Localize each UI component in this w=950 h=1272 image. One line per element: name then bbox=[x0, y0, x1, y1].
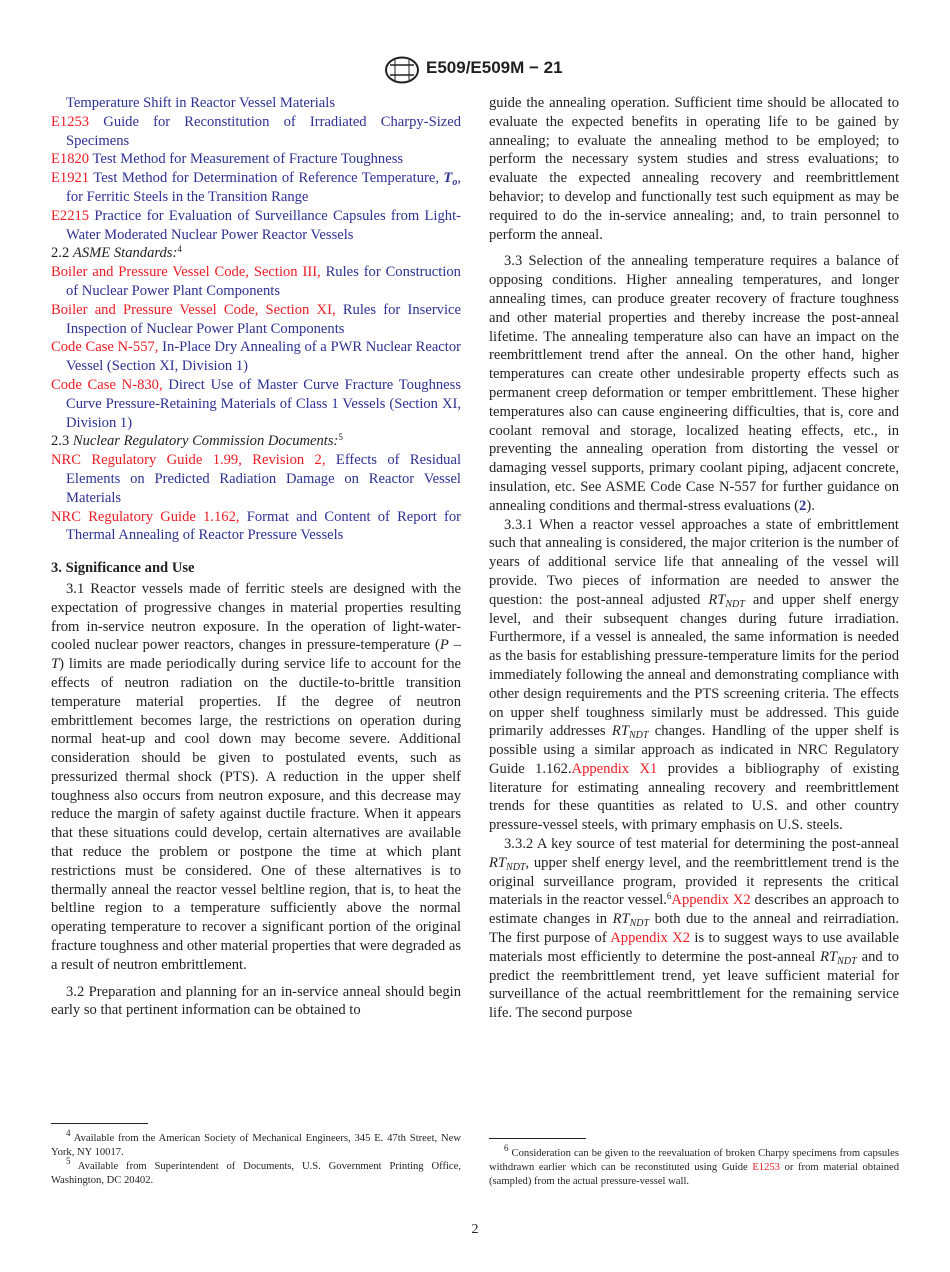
ref-nrc-rg-1-162 bbox=[51, 508, 461, 546]
footnote-divider bbox=[51, 1123, 148, 1124]
ref-title[interactable]: Test Method for Measurement of Fracture Toughness bbox=[92, 151, 404, 168]
appendix-x2-link[interactable]: Appendix X2 bbox=[610, 930, 691, 947]
ref-link-2[interactable]: 2 bbox=[799, 497, 807, 514]
ref-title[interactable]: Effects of Residual Elements on Predicted Radiation Damage on Reactor Vessel Materials bbox=[66, 452, 461, 506]
ref-code[interactable]: Boiler and Pressure Vessel Code, Section XI, bbox=[51, 301, 336, 318]
footnote-divider bbox=[489, 1138, 586, 1139]
ref-e1253-link[interactable]: E1253 bbox=[752, 1162, 780, 1173]
ref-code[interactable]: E1921 bbox=[51, 170, 90, 187]
left-footnotes bbox=[51, 1128, 461, 1188]
paragraph-3-3: 3.3 Selection of the annealing temperature requires a balance of opposing conditions. Higher annealing temperatures, and longer annealing times, can produce greater recovery of fracture toughness and other material properties and thereby increase the post-anneal lifetime. The annealing temperature also can have an impact on the reembrittlement trend after the anneal. On the other hand, higher temperatures can create other undesirable property effects such as permanent creep deformation or temper embrittlement. These higher temperatures also can cause engineering difficulties, that is, core and coolant removal and storage, localized heating effects, etc., in preventing the annealing operation from distorting the vessel or damaging vessel supports, primary coolant piping, adjacent concrete, insulation, etc. See ASME Code Case N-557 for further guidance on annealing conditions and thermal-stress evaluations (2). bbox=[489, 253, 899, 514]
paragraph-3-2-continued: guide the annealing operation. Sufficient time should be allocated to evaluate the expected benefits in operating life to be gained by annealing; to evaluate the annealing method to be employed; to perform the necessary system studies and stress evaluations; to evaluate the expected annealing recovery and reembrittlement behavior; to develop and functionally test such equipment as may be required to do the in-service annealing; and, to train personnel to perform the anneal. bbox=[489, 95, 899, 243]
ref-code[interactable]: E1253 bbox=[51, 113, 90, 130]
footnote-5: $^5$ Available from Superintendent of Documents, U.S. Government Printing Office, Washington, DC 20402. bbox=[51, 1156, 461, 1186]
ref-e2215 bbox=[51, 207, 461, 245]
section-3-heading: 3. Significance and Use bbox=[51, 560, 195, 577]
footnote-4: $^4$ Available from the American Society of Mechanical Engineers, 345 E. 47th Street, New York, NY 10017. bbox=[51, 1128, 461, 1158]
ref-code[interactable]: NRC Regulatory Guide 1.99, Revision 2, bbox=[51, 452, 326, 469]
nrc-documents-heading: 2.3 Nuclear Regulatory Commission Documents:$^5$ bbox=[51, 432, 343, 450]
ref-title[interactable]: Rules for Construction of Nuclear Power Plant Components bbox=[66, 264, 461, 299]
ref-e1921 bbox=[51, 169, 461, 207]
ref-code-case-n830 bbox=[51, 376, 461, 432]
ref-code[interactable]: Code Case N-830, bbox=[51, 376, 163, 393]
ref-code[interactable]: Code Case N-557, bbox=[51, 339, 159, 356]
ref-nrc-rg-1-99 bbox=[51, 451, 461, 507]
ref-title[interactable]: Direct Use of Master Curve Fracture Toughness Curve Pressure-Retaining Materials of Class 1 Vessels (Section XI, Division 1) bbox=[66, 376, 461, 431]
ref-e1820 bbox=[51, 150, 461, 169]
paragraph-3-1: 3.1 Reactor vessels made of ferritic steels are designed with the expectation of progressive changes in material properties resulting from in-service neutron exposure. In the operation of light-water-cooled nuclear power reactors, changes in pressure-temperature (P – T) limits are made periodically during service life to account for the effects of neutron radiation on the ductile-to-brittle transition temperature material properties. If the degree of neutron embrittlement becomes large, the restrictions on operation during normal heat-up and cool down may become severe. Additional consideration should be given to postulated events, such as pressurized thermal shock (PTS). A reduction in the upper shelf toughness also occurs from neutron exposure, and this decrease may reduce the margin of safety against ductile fracture. When it appears that these situations could develop, certain alternatives are available that reduce the problem or postpone the time at which plant restrictions must be considered. One of these alternatives is to thermally anneal the reactor vessel beltline region, that is, to heat the beltline region to a temperature sufficiently above the normal operating temperature to recover a significant portion of the original fracture toughness and other material properties that were degraded as a result of neutron embrittlement. bbox=[51, 580, 461, 973]
ref-code-case-n557 bbox=[51, 338, 461, 376]
ref-asme-section-iii bbox=[51, 263, 461, 301]
ref-code[interactable]: Boiler and Pressure Vessel Code, Section III, bbox=[51, 264, 321, 281]
appendix-x1-link[interactable]: Appendix X1 bbox=[571, 760, 658, 777]
ref-e1253 bbox=[51, 113, 461, 151]
paragraph-3-2: 3.2 Preparation and planning for an in-service anneal should begin early so that pertinent information can be obtained to bbox=[51, 983, 461, 1019]
page-number: 2 bbox=[471, 1222, 479, 1237]
document-designation: E509/E509M − 21 bbox=[426, 58, 563, 77]
left-column bbox=[51, 94, 461, 1020]
appendix-x2-link[interactable]: Appendix X2 bbox=[671, 892, 751, 909]
ref-code[interactable]: E2215 bbox=[51, 207, 90, 224]
ref-title[interactable]: Test Method for Determination of Reference Temperature, $T_o$, for Ferritic Steels in the Transition Range bbox=[66, 170, 461, 205]
ref-asme-section-xi bbox=[51, 301, 461, 339]
ref-e1253-continued[interactable]: Temperature Shift in Reactor Vessel Materials bbox=[66, 95, 336, 111]
ref-title[interactable]: Format and Content of Report for Thermal Annealing of Reactor Pressure Vessels bbox=[66, 508, 461, 544]
asme-standards-heading: 2.2 ASME Standards:$^4$ bbox=[51, 244, 182, 262]
footnote-6: $^6$ Consideration can be given to the reevaluation of broken Charpy specimens from capsules withdrawn earlier which can be reconstituted using Guide E1253 or from material obtained (sampled) from the actual pressure-vessel wall. bbox=[489, 1143, 899, 1187]
right-column bbox=[489, 94, 899, 1023]
ref-title[interactable]: Guide for Reconstitution of Irradiated Charpy-Sized Specimens bbox=[66, 113, 461, 149]
ref-code[interactable]: E1820 bbox=[51, 151, 90, 168]
astm-logo-icon bbox=[384, 56, 420, 84]
right-footnotes bbox=[489, 1143, 899, 1189]
page-header bbox=[0, 56, 950, 86]
paragraph-3-3-1: 3.3.1 When a reactor vessel approaches a state of embrittlement such that annealing is considered, the major criterion is the number of years of additional service life that annealing of the vessel will provide. Two pieces of information are needed to answer the question: the post-anneal adjusted $RT_{NDT}$ and upper shelf energy level, and their subsequent changes during future irradiation. Furthermore, if a vessel is annealed, the same information is needed as the basis for establishing pressure-temperature limits for the period immediately following the anneal and demonstrating compliance with other design requirements and the PTS screening criteria. The effects on upper shelf toughness similarly must be addressed. This guide primarily addresses $RT_{NDT}$ changes. Handling of the upper shelf is possible using a similar approach as indicated in NRC Regulatory Guide 1.162.Appendix X1 provides a bibliography of existing literature for estimating annealing recovery and reembrittlement trends for these quantities as related to U.S. and other country pressure-vessel steels, with primary emphasis on U.S. steels. bbox=[489, 516, 899, 834]
ref-title[interactable]: In-Place Dry Annealing of a PWR Nuclear Reactor Vessel (Section XI, Division 1) bbox=[66, 339, 461, 375]
ref-title[interactable]: Rules for Inservice Inspection of Nuclear Power Plant Components bbox=[66, 301, 461, 337]
ref-code[interactable]: NRC Regulatory Guide 1.162, bbox=[51, 508, 240, 525]
paragraph-3-3-2: 3.3.2 A key source of test material for determining the post-anneal $RT_{NDT}$, upper shelf energy level, and the reembrittlement trend is the original surveillance program, provided it represents the critical materials in the reactor vessel.$^6$Appendix X2 describes an approach to estimate changes in $RT_{NDT}$ both due to the anneal and reirradiation. The first purpose of Appendix X2 is to suggest ways to use available materials most efficiently to determine the post-anneal $RT_{NDT}$ and to predict the reembrittlement trend, yet leave sufficient material for surveillance of the actual reembrittlement for the remaining service life. The second purpose bbox=[489, 836, 900, 1022]
ref-title[interactable]: Practice for Evaluation of Surveillance Capsules from Light-Water Moderated Nuclear Power Reactor Vessels bbox=[66, 207, 461, 243]
